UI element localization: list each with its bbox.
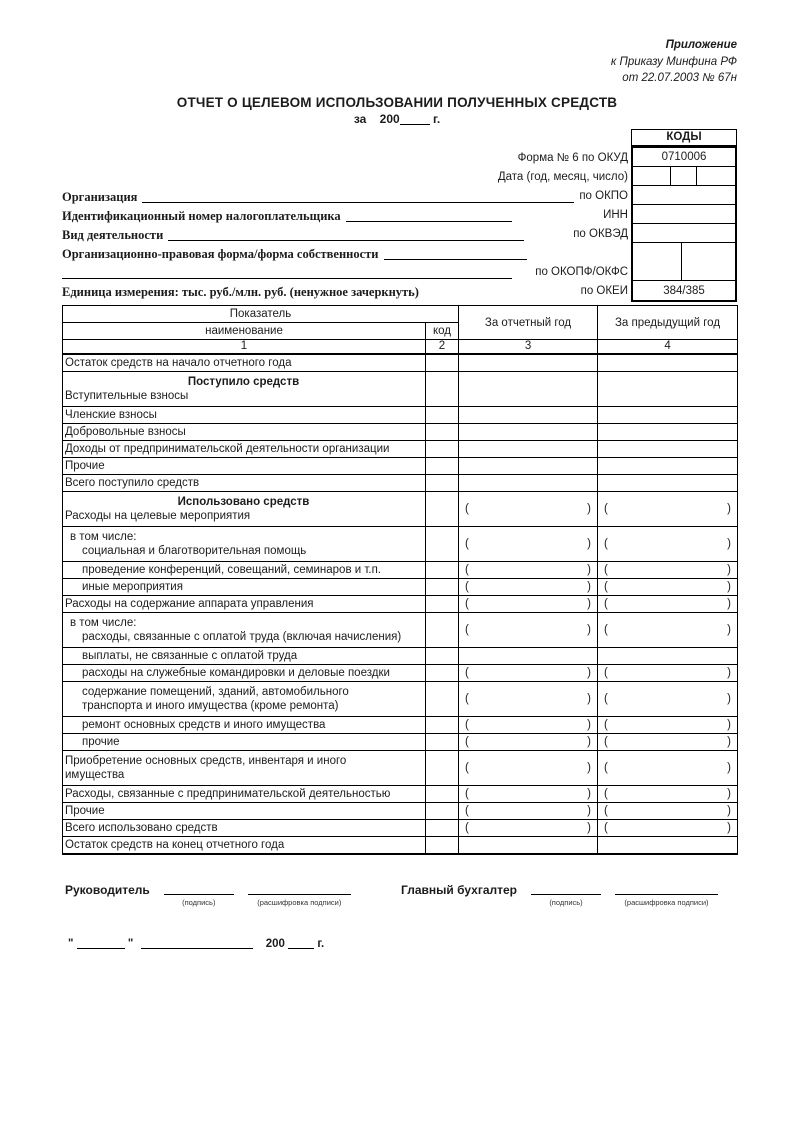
paren-close: ) xyxy=(727,502,732,515)
paren-open: ( xyxy=(604,787,608,800)
value-cell[interactable] xyxy=(459,716,598,733)
value-cell[interactable] xyxy=(459,647,598,664)
paren-close: ) xyxy=(727,804,732,817)
section-heading: Использовано средств xyxy=(177,495,310,508)
table-row xyxy=(63,785,738,802)
row-sublabel: в том числе: xyxy=(70,530,137,543)
year-blank-field[interactable] xyxy=(400,113,430,125)
row-label: прочие xyxy=(82,735,120,748)
table-row xyxy=(63,474,738,491)
value-cell[interactable] xyxy=(598,457,738,474)
paren-open: ( xyxy=(465,787,469,800)
paren-open: ( xyxy=(465,502,469,515)
accountant-sign-slot xyxy=(531,882,601,907)
table-row xyxy=(63,371,738,406)
paren-open: ( xyxy=(604,761,608,774)
code-cell[interactable] xyxy=(426,612,459,647)
value-cell[interactable] xyxy=(598,406,738,423)
row-label: Расходы, связанные с предпринимательской деятельностью xyxy=(65,787,391,800)
table-row xyxy=(63,561,738,578)
left-fields xyxy=(62,186,574,300)
annex-note xyxy=(611,37,737,87)
organization-row xyxy=(62,186,574,205)
date-line xyxy=(68,936,324,950)
period-year: 200 xyxy=(379,112,400,126)
inn-row xyxy=(62,205,512,224)
code-cell[interactable] xyxy=(426,354,459,372)
paren-close: ) xyxy=(587,623,592,636)
okpo-value-cell[interactable] xyxy=(633,186,735,205)
row-label: Остаток средств на начало отчетного года xyxy=(65,356,292,369)
paren-close: ) xyxy=(587,692,592,705)
paren-close: ) xyxy=(727,597,732,610)
code-cell[interactable] xyxy=(426,681,459,716)
paren-close: ) xyxy=(587,563,592,576)
decipher-hint: (расшифровка подписи) xyxy=(257,898,342,907)
paren-open: ( xyxy=(465,563,469,576)
row-label: Вступительные взносы xyxy=(65,389,189,402)
legal-form-label: Организационно-правовая форма/форма собственности xyxy=(62,247,379,261)
table-row xyxy=(63,406,738,423)
value-cell[interactable] xyxy=(598,836,738,854)
table-row xyxy=(63,647,738,664)
row-label: ремонт основных средств и иного имущества xyxy=(82,718,326,731)
row-label-line2: имущества xyxy=(65,768,125,781)
paren-open: ( xyxy=(465,692,469,705)
value-cell[interactable] xyxy=(459,612,598,647)
value-cell[interactable] xyxy=(598,354,738,372)
accountant-signature-group xyxy=(401,882,718,907)
annex-line: к Приказу Минфина РФ xyxy=(610,55,737,68)
activity-field[interactable] xyxy=(168,227,524,241)
col-name-header: наименование xyxy=(63,323,426,340)
table-row xyxy=(63,423,738,440)
okopf-value-cell[interactable] xyxy=(633,243,682,280)
paren-close: ) xyxy=(587,735,592,748)
director-label: Руководитель xyxy=(65,883,150,897)
value-cell[interactable] xyxy=(459,578,598,595)
legal-form-field[interactable] xyxy=(384,246,527,260)
value-cell[interactable] xyxy=(459,836,598,854)
quote-mark: " xyxy=(127,938,134,950)
date-cells xyxy=(633,167,735,186)
paren-close: ) xyxy=(587,804,592,817)
table-row xyxy=(63,681,738,716)
row-label: Членские взносы xyxy=(65,408,157,421)
code-cell[interactable] xyxy=(426,491,459,526)
table-row xyxy=(63,457,738,474)
paren-open: ( xyxy=(604,563,608,576)
okopf-label: по ОКОПФ/ОКФС xyxy=(535,265,628,278)
page-title: ОТЧЕТ О ЦЕЛЕВОМ ИСПОЛЬЗОВАНИИ ПОЛУЧЕННЫХ СРЕДСТВ xyxy=(176,95,618,110)
code-cell[interactable] xyxy=(426,785,459,802)
paren-open: ( xyxy=(465,735,469,748)
value-cell[interactable] xyxy=(459,802,598,819)
col-num: 4 xyxy=(598,340,738,354)
table-row xyxy=(63,733,738,750)
day-field[interactable] xyxy=(77,936,125,949)
table-row xyxy=(63,802,738,819)
row-label: Прочие xyxy=(65,459,105,472)
table-row xyxy=(63,750,738,785)
paren-close: ) xyxy=(727,537,732,550)
code-cell[interactable] xyxy=(426,664,459,681)
activity-row xyxy=(62,224,524,243)
table-row xyxy=(63,491,738,526)
paren-close: ) xyxy=(727,563,732,576)
inn-field-label: Идентификационный номер налогоплательщика xyxy=(62,209,341,223)
paren-close: ) xyxy=(727,718,732,731)
okpo-label: по ОКПО xyxy=(579,189,628,202)
value-cell[interactable] xyxy=(459,371,598,406)
month-field[interactable] xyxy=(141,936,253,949)
code-cell[interactable] xyxy=(426,802,459,819)
code-cell[interactable] xyxy=(426,578,459,595)
paren-open: ( xyxy=(604,718,608,731)
paren-close: ) xyxy=(727,692,732,705)
value-cell[interactable] xyxy=(459,474,598,491)
okved-label: по ОКВЭД xyxy=(573,227,628,240)
paren-open: ( xyxy=(604,666,608,679)
row-label: выплаты, не связанные с оплатой труда xyxy=(82,649,298,662)
col-num: 3 xyxy=(459,340,598,354)
code-cell[interactable] xyxy=(426,440,459,457)
code-cell[interactable] xyxy=(426,647,459,664)
paren-close: ) xyxy=(587,787,592,800)
paren-open: ( xyxy=(604,580,608,593)
value-cell[interactable] xyxy=(459,423,598,440)
code-cell[interactable] xyxy=(426,595,459,612)
row-label: расходы на служебные командировки и деловые поездки xyxy=(82,666,390,679)
unit-label: Единица измерения: тыс. руб./млн. руб. (ненужное зачеркнуть) xyxy=(62,285,419,299)
paren-close: ) xyxy=(727,761,732,774)
value-cell[interactable] xyxy=(598,440,738,457)
value-cell[interactable] xyxy=(598,716,738,733)
row-label: Добровольные взносы xyxy=(65,425,186,438)
period-suffix: г. xyxy=(433,112,441,126)
legal-form-field-2[interactable] xyxy=(62,265,512,279)
date-label: Дата (год, месяц, число) xyxy=(497,170,628,183)
table-row xyxy=(63,526,738,561)
date-year-cell[interactable] xyxy=(633,167,671,185)
value-cell[interactable] xyxy=(459,681,598,716)
value-cell[interactable] xyxy=(598,474,738,491)
paren-open: ( xyxy=(604,537,608,550)
table-row xyxy=(63,440,738,457)
code-cell[interactable] xyxy=(426,819,459,836)
table-row xyxy=(63,836,738,854)
signature-section xyxy=(65,882,718,907)
code-cell[interactable] xyxy=(426,733,459,750)
value-cell[interactable] xyxy=(598,785,738,802)
paren-open: ( xyxy=(604,735,608,748)
paren-open: ( xyxy=(604,502,608,515)
paren-open: ( xyxy=(465,718,469,731)
value-cell[interactable] xyxy=(459,733,598,750)
paren-close: ) xyxy=(587,502,592,515)
paren-close: ) xyxy=(727,787,732,800)
inn-label: ИНН xyxy=(603,208,628,221)
paren-open: ( xyxy=(604,804,608,817)
dateline-year: 200 xyxy=(265,938,285,950)
row-label: Доходы от предпринимательской деятельности организации xyxy=(65,442,390,455)
period-prefix: за xyxy=(353,112,367,126)
accountant-label: Главный бухгалтер xyxy=(400,883,517,897)
row-label: содержание помещений, зданий, автомобильного xyxy=(82,685,349,698)
row-label-line2: транспорта и иного имущества (кроме ремонта) xyxy=(82,699,339,712)
value-cell[interactable] xyxy=(598,750,738,785)
value-cell[interactable] xyxy=(598,612,738,647)
legal-form-row-2 xyxy=(62,262,512,281)
value-cell[interactable] xyxy=(598,733,738,750)
director-name-field[interactable] xyxy=(248,882,351,895)
sign-hint: (подпись) xyxy=(549,898,583,907)
col-group-header: Показатель xyxy=(63,306,459,323)
value-cell[interactable] xyxy=(459,819,598,836)
codes-box-title: КОДЫ xyxy=(631,129,737,146)
quote-mark: " xyxy=(68,938,74,950)
accountant-name-field[interactable] xyxy=(615,882,718,895)
inn-value-cell[interactable] xyxy=(633,205,735,224)
director-name-slot xyxy=(248,882,351,907)
accountant-name-slot xyxy=(615,882,718,907)
paren-close: ) xyxy=(587,537,592,550)
value-cell[interactable] xyxy=(598,681,738,716)
paren-open: ( xyxy=(465,804,469,817)
value-cell[interactable] xyxy=(598,578,738,595)
activity-label: Вид деятельности xyxy=(62,228,164,242)
dateline-year-field[interactable] xyxy=(288,936,314,949)
row-label: проведение конференций, совещаний, семинаров и т.п. xyxy=(82,563,381,576)
value-cell[interactable] xyxy=(459,785,598,802)
value-cell[interactable] xyxy=(459,750,598,785)
dateline-year-suffix: г. xyxy=(317,938,325,950)
value-cell[interactable] xyxy=(459,354,598,372)
okved-value-cell[interactable] xyxy=(633,224,735,243)
accountant-signature-field[interactable] xyxy=(531,882,601,895)
table-head xyxy=(63,306,738,354)
paren-open: ( xyxy=(465,623,469,636)
value-cell[interactable] xyxy=(459,457,598,474)
unit-row xyxy=(62,281,574,300)
form-header xyxy=(62,129,737,305)
table-row xyxy=(63,578,738,595)
spacer xyxy=(401,129,631,148)
code-cell[interactable] xyxy=(426,836,459,854)
paren-open: ( xyxy=(604,597,608,610)
col-code-header: код xyxy=(426,323,459,340)
paren-open: ( xyxy=(465,580,469,593)
organization-field[interactable] xyxy=(142,189,574,203)
code-cell[interactable] xyxy=(426,526,459,561)
value-cell[interactable] xyxy=(598,819,738,836)
value-cell[interactable] xyxy=(459,561,598,578)
col-num: 2 xyxy=(426,340,459,354)
row-label: социальная и благотворительная помощь xyxy=(82,544,307,557)
paren-close: ) xyxy=(727,580,732,593)
paren-close: ) xyxy=(727,735,732,748)
row-label: Всего использовано средств xyxy=(65,821,218,834)
paren-open: ( xyxy=(465,821,469,834)
value-cell[interactable] xyxy=(459,440,598,457)
table-row xyxy=(63,354,738,372)
okei-label: по ОКЕИ xyxy=(580,284,628,297)
paren-close: ) xyxy=(727,623,732,636)
codes-box xyxy=(631,129,737,302)
director-signature-group xyxy=(65,882,351,907)
okfs-value-cell[interactable] xyxy=(682,243,735,280)
okopf-cells xyxy=(633,243,735,281)
row-label: Расходы на содержание аппарата управления xyxy=(65,597,314,610)
organization-label: Организация xyxy=(62,190,138,204)
value-cell[interactable] xyxy=(598,647,738,664)
date-day-cell[interactable] xyxy=(697,167,735,185)
report-table xyxy=(62,305,738,855)
code-cell[interactable] xyxy=(426,423,459,440)
code-cell[interactable] xyxy=(426,716,459,733)
table-row xyxy=(63,612,738,647)
row-label: Всего поступило средств xyxy=(65,476,200,489)
paren-close: ) xyxy=(727,666,732,679)
report-period xyxy=(0,112,794,126)
paren-open: ( xyxy=(604,623,608,636)
paren-close: ) xyxy=(587,718,592,731)
inn-field[interactable] xyxy=(346,208,512,222)
row-label: Приобретение основных средств, инвентаря и иного xyxy=(65,754,347,767)
director-sign-slot xyxy=(164,882,234,907)
sign-hint: (подпись) xyxy=(182,898,216,907)
section-heading: Поступило средств xyxy=(187,375,300,388)
okei-value-cell[interactable]: 384/385 xyxy=(663,284,705,297)
paren-close: ) xyxy=(587,580,592,593)
paren-open: ( xyxy=(604,821,608,834)
col-prev-year-header: За предыдущий год xyxy=(598,306,738,340)
value-cell[interactable] xyxy=(459,491,598,526)
value-cell[interactable] xyxy=(598,561,738,578)
col-report-year-header: За отчетный год xyxy=(459,306,598,340)
date-month-cell[interactable] xyxy=(671,167,698,185)
code-cell[interactable] xyxy=(426,406,459,423)
annex-line: от 22.07.2003 № 67н xyxy=(622,72,737,85)
paren-open: ( xyxy=(465,666,469,679)
paren-close: ) xyxy=(587,666,592,679)
table-row xyxy=(63,664,738,681)
value-cell[interactable] xyxy=(459,595,598,612)
paren-open: ( xyxy=(465,597,469,610)
value-cell[interactable] xyxy=(598,491,738,526)
row-label: Прочие xyxy=(65,804,105,817)
table-row xyxy=(63,819,738,836)
value-cell[interactable] xyxy=(598,595,738,612)
table-row xyxy=(63,595,738,612)
row-label: Расходы на целевые мероприятия xyxy=(65,509,251,522)
annex-line: Приложение xyxy=(665,39,737,51)
value-cell[interactable] xyxy=(459,406,598,423)
code-cell[interactable] xyxy=(426,371,459,406)
col-num: 1 xyxy=(63,340,426,354)
row-label: Остаток средств на конец отчетного года xyxy=(65,838,285,851)
decipher-hint: (расшифровка подписи) xyxy=(624,898,709,907)
paren-open: ( xyxy=(465,537,469,550)
codes-grid xyxy=(631,146,737,302)
paren-close: ) xyxy=(727,821,732,834)
table-row xyxy=(63,716,738,733)
paren-open: ( xyxy=(465,761,469,774)
okud-value-cell[interactable]: 0710006 xyxy=(633,148,735,167)
paren-close: ) xyxy=(587,597,592,610)
code-cell[interactable] xyxy=(426,457,459,474)
row-sublabel: в том числе: xyxy=(70,616,137,629)
value-cell[interactable] xyxy=(598,664,738,681)
value-cell[interactable] xyxy=(598,526,738,561)
value-cell[interactable] xyxy=(598,423,738,440)
value-cell[interactable] xyxy=(598,802,738,819)
code-cell[interactable] xyxy=(426,474,459,491)
row-label: иные мероприятия xyxy=(82,580,183,593)
row-label: расходы, связанные с оплатой труда (включая начисления) xyxy=(82,630,402,643)
paren-open: ( xyxy=(604,692,608,705)
paren-close: ) xyxy=(587,761,592,774)
legal-form-row xyxy=(62,243,527,262)
code-cell[interactable] xyxy=(426,561,459,578)
value-cell[interactable] xyxy=(598,371,738,406)
paren-close: ) xyxy=(587,821,592,834)
director-signature-field[interactable] xyxy=(164,882,234,895)
value-cell[interactable] xyxy=(459,664,598,681)
code-cell[interactable] xyxy=(426,750,459,785)
value-cell[interactable] xyxy=(459,526,598,561)
okud-label: Форма № 6 по ОКУД xyxy=(517,151,628,164)
